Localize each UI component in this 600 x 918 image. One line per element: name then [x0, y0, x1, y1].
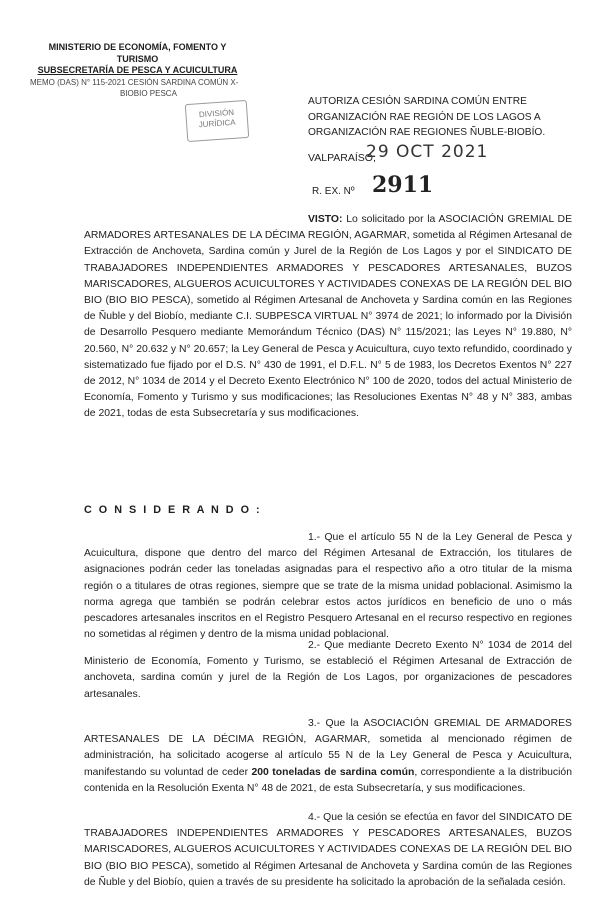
considerando-3 [84, 716, 572, 797]
memo-reference-cont: BIOBIO PESCA [120, 89, 177, 98]
division-juridica-stamp [185, 100, 249, 142]
date-stamp: 29 OCT 2021 [366, 142, 489, 162]
considerando-3-bold: 200 toneladas de sardina común [251, 766, 415, 778]
considerando-3-text-a: 3.- Que la ASOCIACIÓN GREMIAL DE ARMADORES ARTESANALES DE LA DÉCIMA REGIÓN, AGARMAR, sometida al mencionado régimen de administración, ha solicitado acogerse al artículo 55 N de la Ley General de Pesca y Acuicultura, manifestando su voluntad de ceder [84, 718, 572, 778]
rex-number: 2911 [372, 172, 434, 198]
resolution-summary: AUTORIZA CESIÓN SARDINA COMÚN ENTRE ORGANIZACIÓN RAE REGIÓN DE LOS LAGOS A ORGANIZACIÓN RAE REGIONES ÑUBLE-BIOBÍO. [308, 96, 546, 138]
visto-label: VISTO: [308, 214, 343, 225]
subsecretaria-name: SUBSECRETARÍA DE PESCA Y ACUICULTURA [37, 65, 238, 75]
place-label: VALPARAÍSO, [308, 152, 376, 164]
stamp-line-1: DIVISIÓN [198, 107, 235, 120]
considerando-1-text: 1.- Que el artículo 55 N de la Ley General de Pesca y Acuicultura, dispone que dentro del marco del Régimen Artesanal de Extracción, los titulares de asignaciones podrán ceder las toneladas asignadas para el respectivo año a otro titular de la misma región o a titulares de otras regiones, siempre que se trate de la misma unidad poblacional. Asimismo la norma agrega que también se podrán celebrar estos actos jurídicos en beneficio de uno o más pescadores artesanales inscritos en el Registro Pesquero Artesanal en el recurso respectivo en regiones no sometidas al régimen y dentro de la misma unidad poblacional. [84, 532, 572, 641]
considerando-4 [84, 810, 572, 891]
memo-reference: MEMO (DAS) N° 115-2021 CESIÓN SARDINA COMÚN X- [30, 77, 239, 87]
ministry-name: MINISTERIO DE ECONOMÍA, FOMENTO Y TURISMO [48, 42, 227, 64]
considerando-2 [84, 638, 572, 703]
visto-text: Lo solicitado por la ASOCIACIÓN GREMIAL DE ARMADORES ARTESANALES DE LA DÉCIMA REGIÓN, AGARMAR, sometida al Régimen Artesanal de Extracción de Anchoveta, Sardina común y Jurel de la Región de Los Lagos y por el SINDICATO DE TRABAJADORES INDEPENDIENTES ARMADORES Y PESCADORES ARTESANALES, BUZOS MARISCADORES, ALGUEROS ACUICULTORES Y ACTIVIDADES CONEXAS DE LA REGIÓN DEL BIO BIO (BIO BIO PESCA), sometido al Régimen Artesanal de Anchoveta y Sardina común en las Regiones de Ñuble y del Biobío, mediante C.I. SUBPESCA VIRTUAL N° 3974 de 2021; lo informado por la División de Desarrollo Pesquero mediante Memorándum Técnico (DAS) N° 115/2021; las Leyes N° 19.880, N° 20.560, N° 20.632 y N° 20.657; la Ley General de Pesca y Acuicultura, cuyo texto refundido, coordinado y sistematizado fue fijado por el D.S. N° 430 de 1991, el D.F.L. N° 5 de 1983, los Decretos Exentos N° 227 de 2012, N° 1034 de 2014 y el Decreto Exento Electrónico N° 100 de 2020, todos del actual Ministerio de Economía, Fomento y Turismo y sus modificaciones; las Resoluciones Exentas N° 48 y N° 383, ambas de 2021, todas de esta Subsecretaría y sus modificaciones. [84, 214, 572, 420]
considerando-4-text: 4.- Que la cesión se efectúa en favor del SINDICATO DE TRABAJADORES INDEPENDIENTES ARMADORES Y PESCADORES ARTESANALES, BUZOS MARISCADORES, ALGUEROS ACUICULTORES Y ACTIVIDADES CONEXAS DE LA REGIÓN DEL BIO BIO (BIO BIO PESCA), sometido al Régimen Artesanal de Anchoveta y Sardina común de las Regiones de Ñuble y del Biobío, quien a través de su presidente ha solicitado la aprobación de la señalada cesión. [84, 812, 572, 888]
letterhead [30, 42, 270, 100]
stamp-line-2: JURÍDICA [198, 117, 236, 130]
considerando-3-text-b: , correspondiente a la distribución contenida en la Resolución Exenta N° 48 de 2021, de esta Subsecretaría, y sus modificaciones. [84, 766, 572, 794]
considerando-2-text: 2.- Que mediante Decreto Exento N° 1034 de 2014 del Ministerio de Economía, Fomento y Turismo, se estableció el Régimen Artesanal de Extracción de anchoveta, sardina común y jurel de la Región de Los Lagos, por organizaciones de pescadores artesanales. [84, 640, 572, 700]
visto-paragraph [84, 212, 572, 423]
rex-label: R. EX. Nº [312, 186, 355, 197]
considerando-heading: C O N S I D E R A N D O : [84, 504, 262, 516]
considerando-1 [84, 530, 572, 643]
